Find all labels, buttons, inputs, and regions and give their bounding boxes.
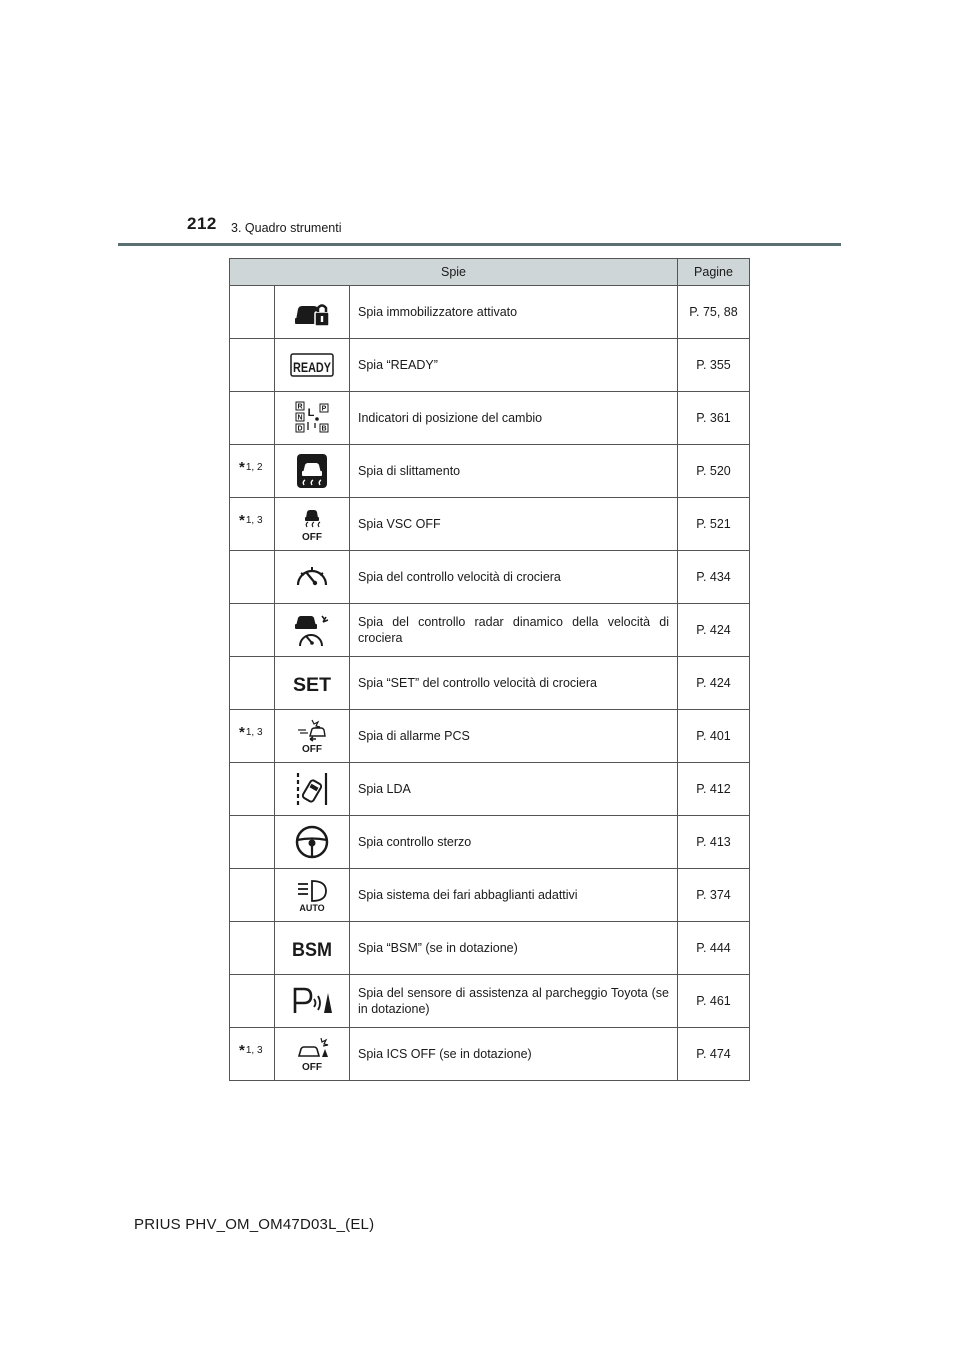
icon-cell <box>275 498 350 551</box>
note-cell <box>230 816 275 869</box>
page-reference: P. 520 <box>678 445 750 498</box>
indicator-description: Spia controllo sterzo <box>350 816 678 869</box>
ics-off-icon <box>290 1036 334 1072</box>
header-pagine: Pagine <box>678 259 750 286</box>
indicator-description: Spia “BSM” (se in dotazione) <box>350 922 678 975</box>
page-reference: P. 474 <box>678 1028 750 1081</box>
footnote-numbers: 1, 3 <box>245 1045 263 1056</box>
icon-cell <box>275 763 350 816</box>
indicator-description: Spia LDA <box>350 763 678 816</box>
svg-text:L: L <box>307 407 315 419</box>
parking-sensor-icon <box>290 983 334 1019</box>
note-cell <box>230 498 275 551</box>
page-reference: P. 444 <box>678 922 750 975</box>
footer-model-code: PRIUS PHV_OM_OM47D03L_(EL) <box>134 1216 375 1233</box>
note-star: * <box>239 724 245 741</box>
indicator-description: Spia “SET” del controllo velocità di crociera <box>350 657 678 710</box>
page-reference: P. 413 <box>678 816 750 869</box>
page-reference: P. 424 <box>678 657 750 710</box>
vsc-off-icon <box>290 506 334 542</box>
footnote-ref <box>230 710 274 741</box>
indicator-description: Spia del sensore di assistenza al parcheggio Toyota (se in dotazione) <box>350 975 678 1028</box>
note-star: * <box>239 459 245 476</box>
icon-cell <box>275 710 350 763</box>
note-cell <box>230 1028 275 1081</box>
svg-text:D: D <box>297 425 303 433</box>
icon-cell <box>275 604 350 657</box>
table-row <box>230 1028 750 1081</box>
page-reference: P. 355 <box>678 339 750 392</box>
table-row <box>230 922 750 975</box>
note-cell <box>230 710 275 763</box>
footnote-numbers: 1, 3 <box>245 515 263 526</box>
indicator-description: Spia “READY” <box>350 339 678 392</box>
page-reference: P. 412 <box>678 763 750 816</box>
set-icon <box>290 665 334 701</box>
cruise-control-icon <box>290 559 334 595</box>
table-row <box>230 816 750 869</box>
steering-icon <box>290 824 334 860</box>
icon-cell <box>275 975 350 1028</box>
footnote-ref <box>230 1028 274 1059</box>
ready-icon <box>290 347 334 383</box>
note-cell <box>230 286 275 339</box>
note-star: * <box>239 512 245 529</box>
footnote-numbers: 1, 3 <box>245 727 263 738</box>
svg-text:R: R <box>297 403 303 411</box>
note-cell <box>230 604 275 657</box>
icon-cell <box>275 339 350 392</box>
note-cell <box>230 869 275 922</box>
table-row <box>230 710 750 763</box>
page-reference: P. 424 <box>678 604 750 657</box>
page-reference: P. 75, 88 <box>678 286 750 339</box>
auto-high-beam-icon <box>290 877 334 913</box>
icon-cell <box>275 869 350 922</box>
icon-cell <box>275 392 350 445</box>
svg-text:SET: SET <box>293 675 332 696</box>
icon-cell <box>275 551 350 604</box>
header-spie: Spie <box>230 259 678 286</box>
note-cell <box>230 763 275 816</box>
note-cell <box>230 922 275 975</box>
icon-cell <box>275 657 350 710</box>
table-row <box>230 604 750 657</box>
svg-text:BSM: BSM <box>292 940 332 961</box>
table-row <box>230 551 750 604</box>
table-row <box>230 975 750 1028</box>
immobilizer-lock-icon <box>290 294 334 330</box>
page-reference: P. 401 <box>678 710 750 763</box>
indicator-description: Spia VSC OFF <box>350 498 678 551</box>
icon-cell <box>275 1028 350 1081</box>
table-row <box>230 498 750 551</box>
indicator-description: Spia di allarme PCS <box>350 710 678 763</box>
slip-icon <box>290 453 334 489</box>
note-star: * <box>239 1042 245 1059</box>
table-row <box>230 445 750 498</box>
pcs-off-icon <box>290 718 334 754</box>
table-row <box>230 286 750 339</box>
indicator-description: Spia del controllo radar dinamico della velocità di crociera <box>350 604 678 657</box>
icon-cell <box>275 286 350 339</box>
table-row <box>230 339 750 392</box>
icon-cell <box>275 816 350 869</box>
svg-text:B: B <box>321 425 327 433</box>
note-cell <box>230 339 275 392</box>
svg-text:AUTO: AUTO <box>299 903 325 913</box>
shift-position-icon <box>290 400 334 436</box>
svg-text:READY: READY <box>293 359 332 375</box>
icon-cell <box>275 922 350 975</box>
indicator-table <box>229 258 750 1081</box>
header-rule <box>118 243 841 246</box>
footnote-ref <box>230 498 274 529</box>
table-row <box>230 392 750 445</box>
svg-text:P: P <box>321 405 327 413</box>
bsm-icon <box>290 930 334 966</box>
page-number: 212 <box>187 214 217 233</box>
footnote-numbers: 1, 2 <box>245 462 263 473</box>
svg-text:OFF: OFF <box>302 532 322 543</box>
section-title: 3. Quadro strumenti <box>231 221 342 235</box>
note-cell <box>230 392 275 445</box>
note-cell <box>230 445 275 498</box>
note-cell <box>230 975 275 1028</box>
indicator-description: Indicatori di posizione del cambio <box>350 392 678 445</box>
page-reference: P. 434 <box>678 551 750 604</box>
icon-cell <box>275 445 350 498</box>
page-reference: P. 361 <box>678 392 750 445</box>
table-row <box>230 763 750 816</box>
indicator-description: Spia di slittamento <box>350 445 678 498</box>
note-cell <box>230 657 275 710</box>
indicator-description: Spia sistema dei fari abbaglianti adattivi <box>350 869 678 922</box>
lda-icon <box>290 771 334 807</box>
table-row <box>230 657 750 710</box>
svg-text:OFF: OFF <box>302 744 322 755</box>
svg-text:OFF: OFF <box>302 1062 322 1073</box>
indicator-description: Spia del controllo velocità di crociera <box>350 551 678 604</box>
page-reference: P. 461 <box>678 975 750 1028</box>
page-reference: P. 521 <box>678 498 750 551</box>
indicator-description: Spia ICS OFF (se in dotazione) <box>350 1028 678 1081</box>
table-header-row <box>230 259 750 286</box>
page-reference: P. 374 <box>678 869 750 922</box>
indicator-description: Spia immobilizzatore attivato <box>350 286 678 339</box>
footnote-ref <box>230 445 274 476</box>
note-cell <box>230 551 275 604</box>
radar-cruise-icon <box>290 612 334 648</box>
table-row <box>230 869 750 922</box>
svg-text:N: N <box>297 414 303 422</box>
